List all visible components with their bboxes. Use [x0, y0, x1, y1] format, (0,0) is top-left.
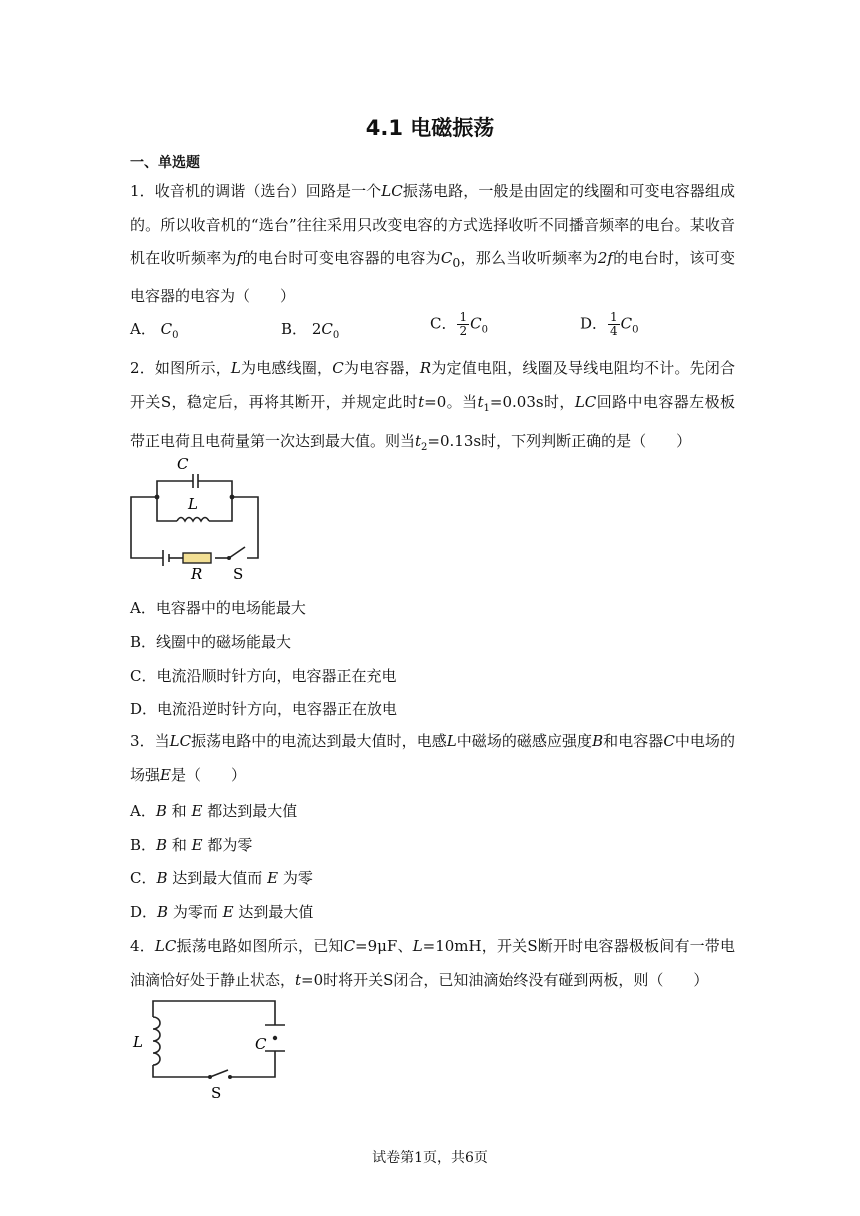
label-L: L	[188, 495, 198, 513]
question-2-option-a: A．电容器中的电场能最大	[130, 599, 306, 617]
question-3-option-c: C．B 达到最大值而 E 为零	[130, 869, 313, 887]
question-1-option-c: C． $\frac{1}{2}$ $C_0$	[430, 310, 488, 338]
question-2-option-d: D．电流沿逆时针方向，电容器正在放电	[130, 700, 398, 718]
page-footer: 试卷第1页，共6页	[372, 1150, 488, 1166]
page-title: 4.1 电磁振荡	[365, 116, 495, 140]
label-L: L	[133, 1033, 143, 1051]
question-4-text: 4．LC振荡电路如图所示，已知C=9μF、L=10mH，开关S断开时电容器极板间有一带电油滴恰好处于静止状态，t=0时将开关S闭合，已知油滴始终没有碰到两板，则（ ）	[130, 937, 735, 989]
fraction-one-quarter: $\frac{1}{4}$	[610, 310, 618, 338]
question-3-option-d: D．B 为零而 E 达到最大值	[130, 903, 314, 921]
label-S: S	[233, 565, 244, 580]
fraction-one-half: $\frac{1}{2}$	[459, 310, 468, 338]
label-C: C	[177, 455, 189, 473]
question-1-option-a: A． $C_0$	[130, 320, 179, 341]
question-3-option-a: A．B 和 E 都达到最大值	[130, 802, 298, 820]
oil-drop-dot	[273, 1036, 277, 1040]
label-S: S	[211, 1084, 222, 1102]
question-2-option-c: C．电流沿顺时针方向，电容器正在充电	[130, 667, 397, 685]
question-3-option-b: B．B 和 E 都为零	[130, 836, 253, 854]
question-3-text: 3．当LC振荡电路中的电流达到最大值时，电感L中磁场的磁感应强度B和电容器C中电场的场强E是（ ）	[130, 732, 735, 784]
question-2-text: 2．如图所示，L为电感线圈，C为电容器，R为定值电阻，线圈及导线电阻均不计。先闭合开关S，稳定后，再将其断开，并规定此时t=0。当$t_1=0.03s$时，LC回路中电容器左极板带正电荷且电荷量第一次达到最大值。则当$t_2=0.13s$时，下列判断正确的是（ ）	[130, 359, 735, 453]
question-1-option-b: B． $2C_0$	[281, 320, 340, 341]
question-2-option-b: B．线圈中的磁场能最大	[130, 633, 292, 651]
label-R: R	[191, 565, 203, 580]
label-C: C	[255, 1035, 267, 1053]
resistor-symbol	[183, 553, 211, 563]
question-1-text: 1．收音机的调谐（选台）回路是一个LC振荡电路，一般是由固定的线圈和可变电容器组成的。所以收音机的“选台”往往采用只改变电容的方式选择收听不同播音频率的电台。某收音机在收听频率为f的电台时可变电容器的电容为$C_0$，那么当收听频率为2f的电台时，该可变电容器的电容为（ ）	[130, 182, 736, 305]
question-4-circuit-diagram	[125, 995, 300, 1105]
question-1-option-d: D． $\frac{1}{4}$ $C_0$	[580, 310, 639, 338]
question-2-circuit-diagram	[125, 455, 265, 580]
section-heading: 一、单选题	[130, 155, 200, 171]
